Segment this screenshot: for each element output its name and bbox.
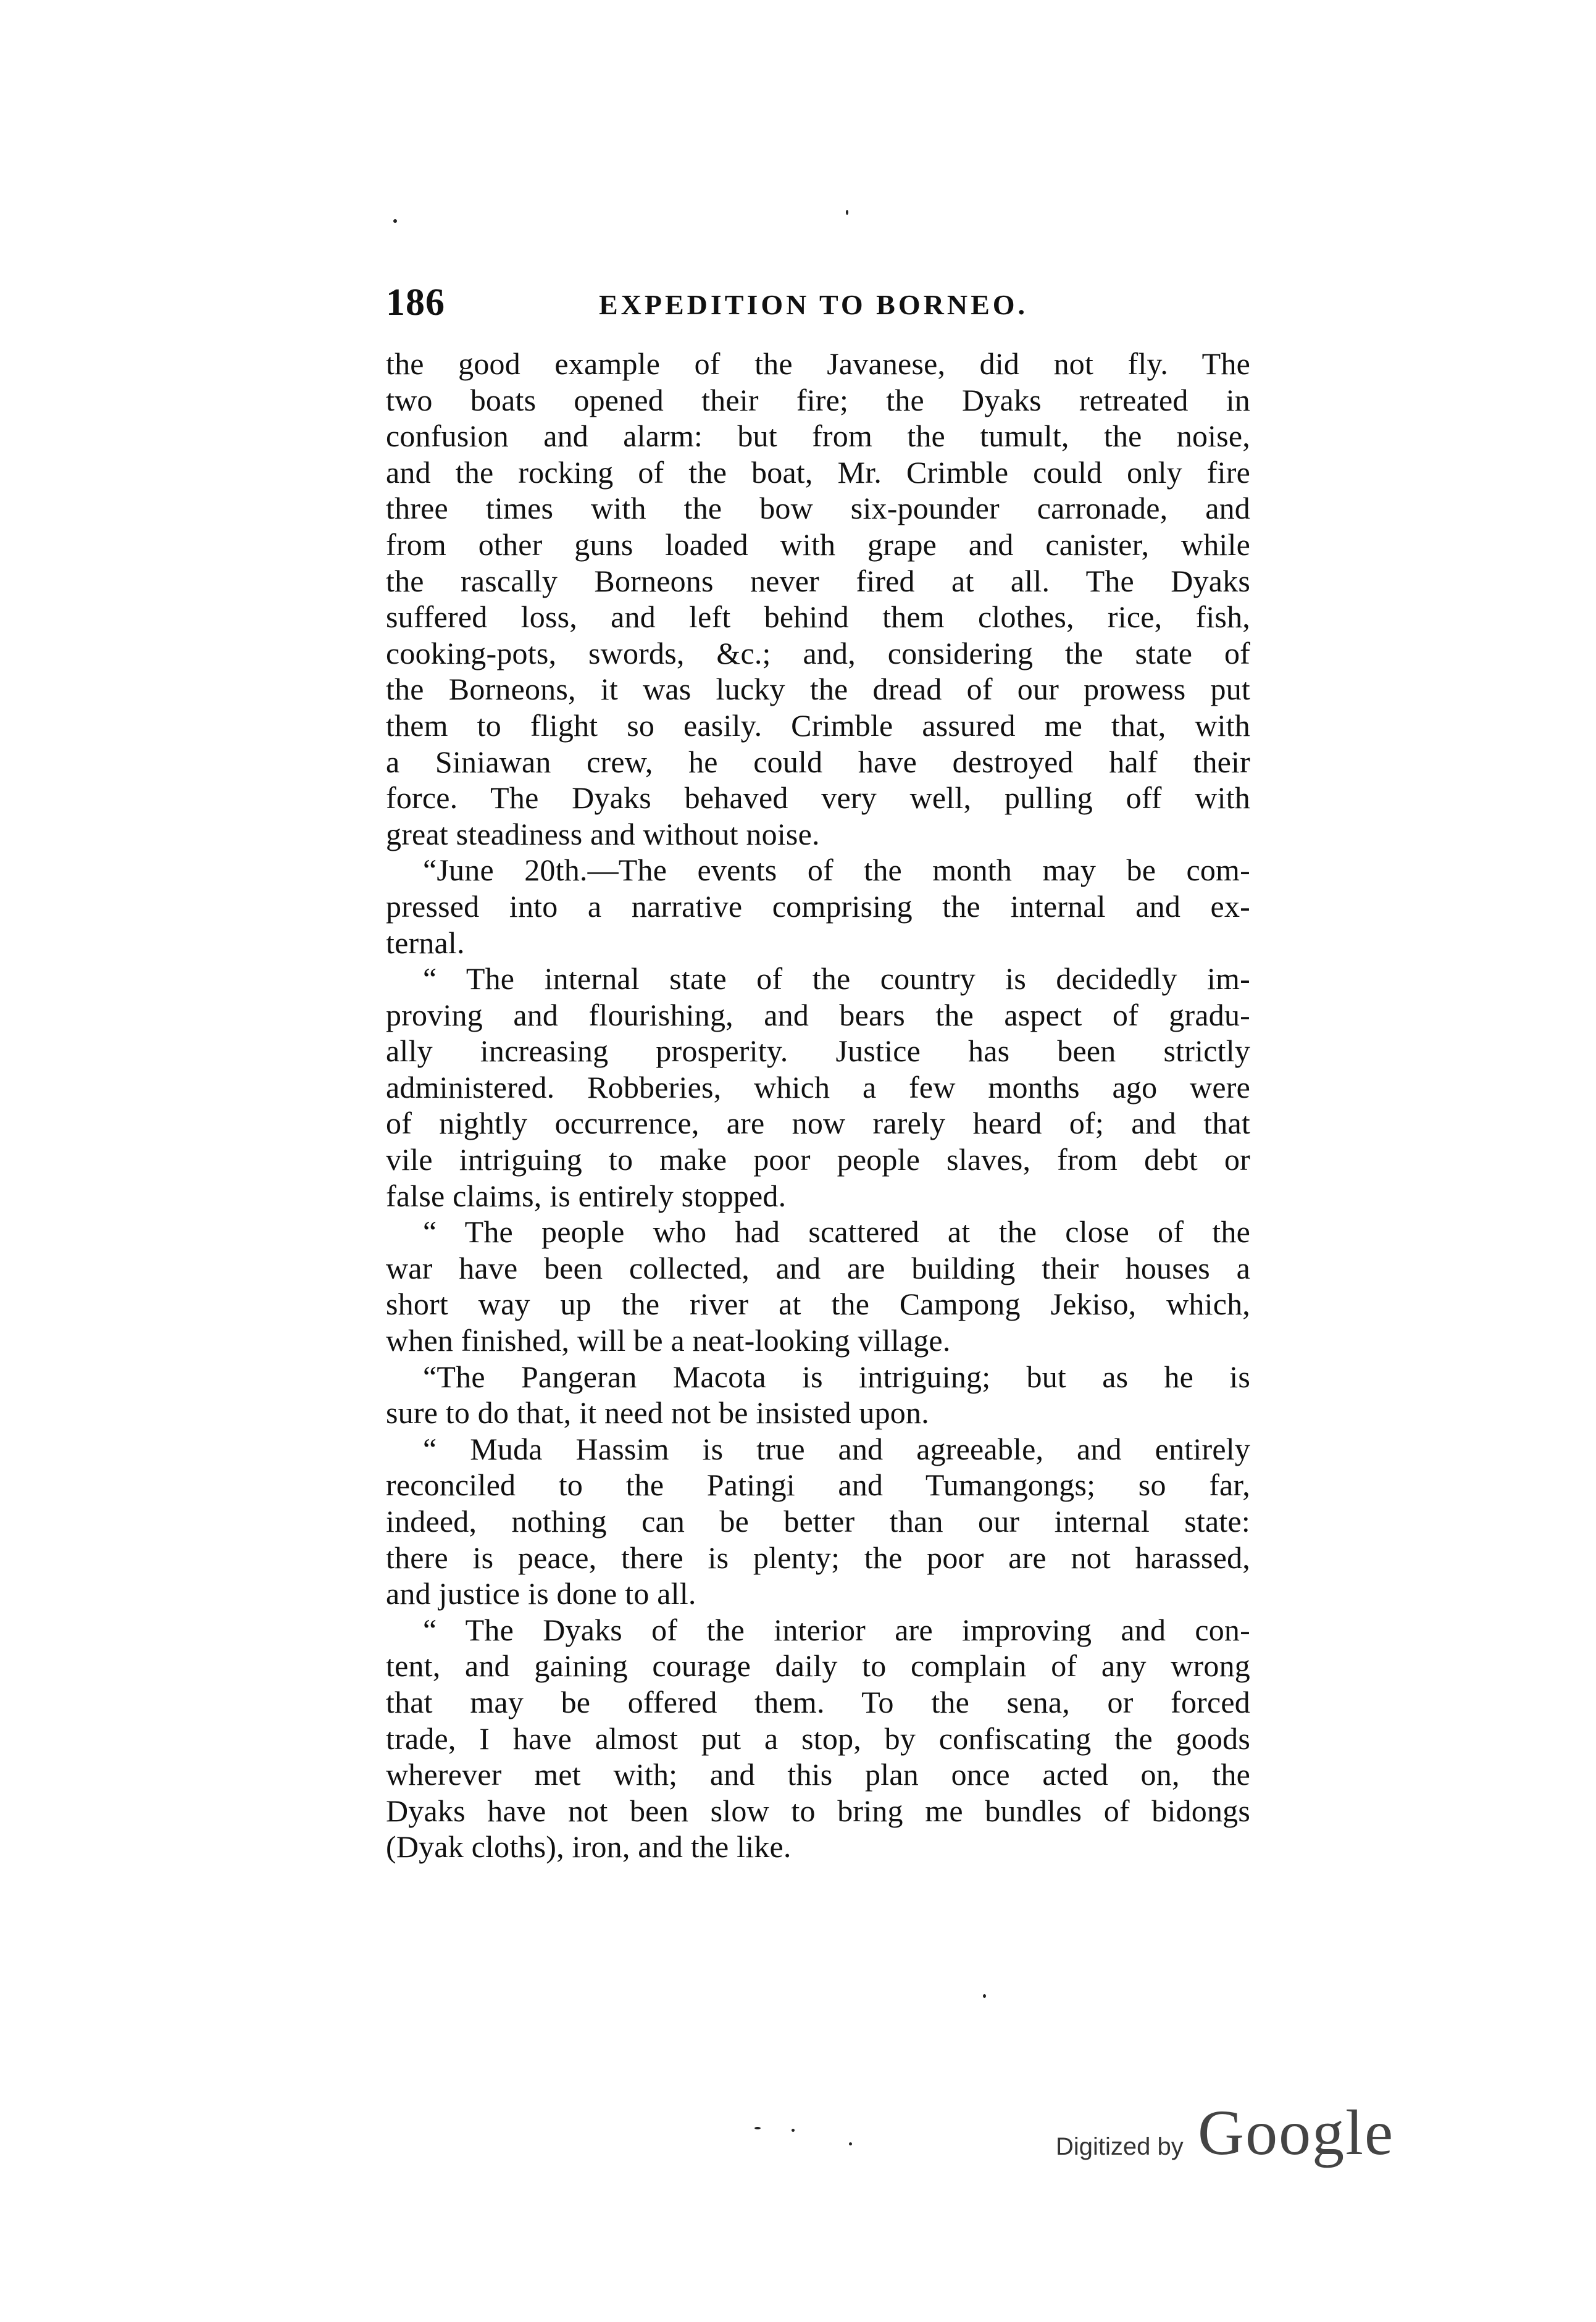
text-line: “ Muda Hassim is true and agreeable, and entirely bbox=[423, 1431, 1250, 1466]
text-line: indeed, nothing can be better than our internal state: bbox=[386, 1504, 1250, 1539]
text-line: wherever met with; and this plan once acted on, the bbox=[386, 1757, 1250, 1792]
text-line: great steadiness and without noise. bbox=[386, 816, 820, 851]
text-line: sure to do that, it need not be insisted upon. bbox=[386, 1395, 929, 1430]
text-line: and justice is done to all. bbox=[386, 1576, 696, 1611]
text-line: tent, and gaining courage daily to complain of any wrong bbox=[386, 1648, 1250, 1684]
text-line: confusion and alarm: but from the tumult, the noise, bbox=[386, 419, 1250, 454]
running-head: EXPEDITION TO BORNEO. bbox=[599, 289, 1029, 320]
page-number: 186 bbox=[386, 282, 445, 324]
text-line: from other guns loaded with grape and canister, while bbox=[386, 527, 1250, 562]
text-line: administered. Robberies, which a few months ago were bbox=[386, 1069, 1250, 1105]
text-line: the good example of the Javanese, did not fly. The bbox=[386, 346, 1250, 381]
text-line: them to flight so easily. Crimble assured me that, with bbox=[386, 708, 1250, 743]
text-line: Dyaks have not been slow to bring me bundles of bidongs bbox=[386, 1793, 1250, 1828]
text-line: “ The internal state of the country is decidedly im- bbox=[423, 961, 1250, 996]
text-line: a Siniawan crew, he could have destroyed half their bbox=[386, 744, 1250, 779]
text-line: short way up the river at the Campong Jekiso, which, bbox=[386, 1287, 1250, 1322]
scan-speck bbox=[846, 210, 848, 215]
text-line: two boats opened their fire; the Dyaks retreated in bbox=[386, 382, 1250, 417]
text-line: that may be offered them. To the sena, or forced bbox=[386, 1684, 1250, 1719]
text-line: proving and flourishing, and bears the aspect of gradu- bbox=[386, 997, 1250, 1032]
text-line: vile intriguing to make poor people slaves, from debt or bbox=[386, 1142, 1250, 1177]
scan-speck bbox=[393, 219, 397, 223]
text-line: suffered loss, and left behind them clothes, rice, fish, bbox=[386, 599, 1250, 635]
text-line: and the rocking of the boat, Mr. Crimble could only fire bbox=[386, 454, 1250, 490]
digitized-watermark bbox=[1056, 2096, 1402, 2182]
scan-speck bbox=[754, 2127, 761, 2129]
text-line: the Borneons, it was lucky the dread of our prowess put bbox=[386, 672, 1250, 707]
text-line: false claims, is entirely stopped. bbox=[386, 1178, 787, 1213]
text-line: pressed into a narrative comprising the internal and ex- bbox=[386, 888, 1250, 924]
text-line: cooking-pots, swords, &c.; and, considering the state of bbox=[386, 635, 1250, 670]
digitized-by-label: Digitized by bbox=[1056, 2133, 1184, 2160]
text-line: war have been collected, and are building their houses a bbox=[386, 1250, 1250, 1285]
scan-speck bbox=[983, 1994, 986, 1998]
scan-speck bbox=[792, 2129, 795, 2132]
body-text bbox=[386, 346, 1250, 1865]
text-line: of nightly occurrence, are now rarely heard of; and that bbox=[386, 1106, 1250, 1141]
text-line: reconciled to the Patingi and Tumangongs; so far, bbox=[386, 1468, 1250, 1503]
text-line: (Dyak cloths), iron, and the like. bbox=[386, 1829, 792, 1865]
text-line: trade, I have almost put a stop, by confiscating the goods bbox=[386, 1721, 1250, 1756]
text-line: there is peace, there is plenty; the poor are not harassed, bbox=[386, 1540, 1250, 1575]
text-line: “ The Dyaks of the interior are improving and con- bbox=[423, 1612, 1250, 1647]
text-line: ternal. bbox=[386, 925, 465, 960]
text-line: “The Pangeran Macota is intriguing; but as he is bbox=[423, 1359, 1250, 1394]
text-line: “June 20th.—The events of the month may be com- bbox=[423, 853, 1250, 888]
google-logo: Google bbox=[1198, 2097, 1395, 2168]
text-line: “ The people who had scattered at the close of the bbox=[423, 1214, 1250, 1250]
text-line: the rascally Borneons never fired at all. The Dyaks bbox=[386, 563, 1250, 598]
page-header bbox=[386, 281, 1250, 330]
text-line: ally increasing prosperity. Justice has been strictly bbox=[386, 1034, 1250, 1069]
text-line: when finished, will be a neat-looking village. bbox=[386, 1323, 951, 1358]
scan-speck bbox=[849, 2142, 852, 2145]
text-line: force. The Dyaks behaved very well, pulling off with bbox=[386, 780, 1250, 816]
text-line: three times with the bow six-pounder carronade, and bbox=[386, 491, 1250, 526]
